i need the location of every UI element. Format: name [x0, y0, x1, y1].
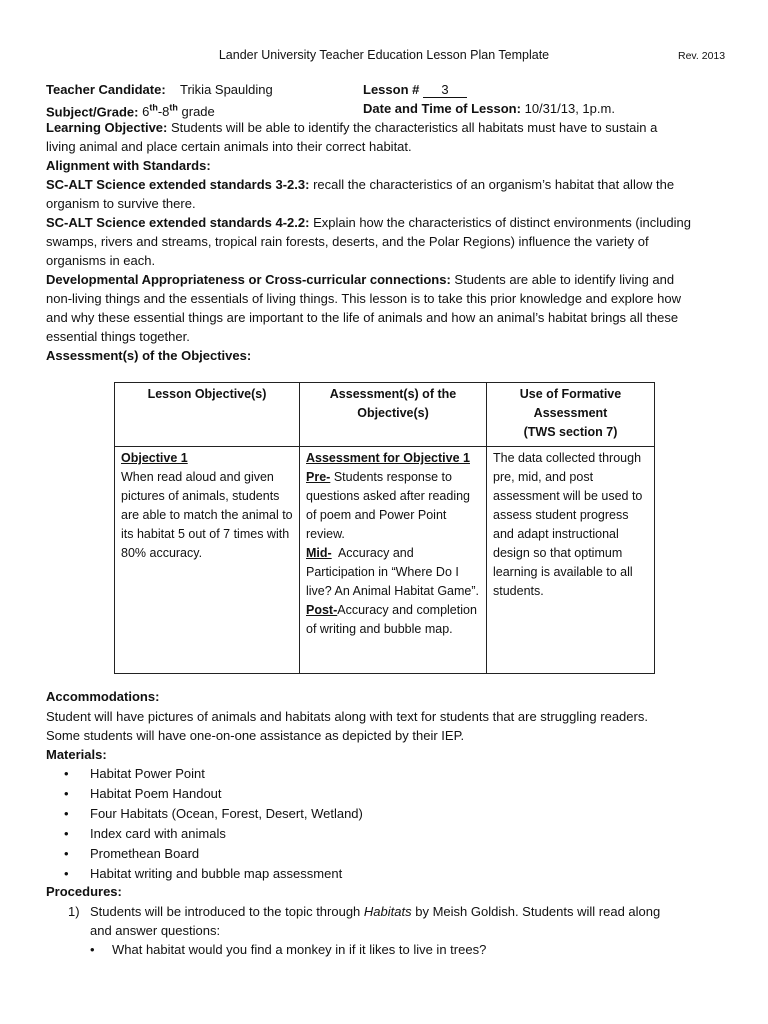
- alignment-heading: Alignment with Standards:: [46, 158, 211, 173]
- formative-cell: The data collected through pre, mid, and post assessment will be used to assess student progress and adapt instructional design so that optimum learning is available to all students.: [487, 447, 655, 674]
- list-item: • Promethean Board: [64, 844, 363, 864]
- post-assessment: Post-Accuracy and completion of writing and bubble map.: [306, 603, 477, 636]
- learning-objective-label: Learning Objective:: [46, 120, 168, 135]
- pre-assessment: Pre- Students response to questions asked after reading of poem and Power Point review.: [306, 470, 470, 541]
- standard-2-cont2: organisms in each.: [46, 253, 156, 268]
- lesson-label: Lesson #: [363, 82, 420, 97]
- date-group: [363, 99, 615, 118]
- accommodations-text-1: Student will have pictures of animals and habitats along with text for students that are struggling readers.: [46, 709, 648, 724]
- assessment-title: Assessment for Objective 1: [306, 451, 470, 465]
- header-assessments: Assessment(s) of the Objective(s): [300, 383, 487, 447]
- list-item: • Index card with animals: [64, 824, 363, 844]
- table-row: [115, 447, 655, 674]
- date-value: 10/31/13, 1p.m.: [524, 101, 615, 116]
- developmental-text-3: and why these essential things are important to the life of animals and how an animal’s habitat brings all these: [46, 310, 679, 325]
- lesson-plan-page: Lander University Teacher Education Lesson Plan Template Rev. 2013 Teacher Candidate: Trikia Spaulding Lesson # 3 Subject/Grade: 6th-8th grade Date and Time of Lesson: 10/31/13, 1p.m. Learning Objective: Students will be able to identify the characteristics all habitats must have to sustain a living animal and place certain animals into their correct habitat. Alignment with Standards: SC-ALT Science extended standards 3-2.3: recall the characteristics of an organism’s habitat that allow the organism to survive there. SC-ALT Science extended standards 4-2.2: Explain how the characteristics of distinct environments (including swamps, rivers and streams, tropical rain forests, deserts, and the Polar Regions) influence the variety of organisms in each. Developmental Appropriateness or Cross-curricular connections: Students are able to identify living and non-living things and the essentials of living things. This lesson is to take this prior knowledge and explore how and why these essential things are important to the life of animals and how an animal’s habitat brings all these essential things together. Assessment(s) of the Objectives: Lesson Objective(s) Assessment(s) of the Objective(s) Use of Formative Assessment (TWS section 7) Objective 1 When read aloud and given pictures of animals, students are able to match the animal to its habitat 5 out of 7 times with 80% accuracy. Assessment for Objective 1 Pre- Students response to questions asked after reading of poem and Power Point review. Mid- Accuracy and Participation in “Where Do I live? An Animal Habitat Game”. Post-Accuracy and completion of writing and bubble map. The data collected through pre, mid, and post assessment will be used to assess student progress and adapt instructional design so that optimum learning is available to all students. Accommodations: Student will have pictures of animals and habitats along with text for students that are struggling readers. Some students will have one-on-one assistance as depicted by their IEP. Materials: • Habitat Power Point • Habitat Poem Handout • Four Habitats (Ocean, Forest, Desert, Wetland) • Index card with animals • Promethean Board • Habitat writing and bubble map assessment Procedures: 1) Students will be introduced to the topic through Habitats by Meish Goldish. Students will read along and answer questions: • What habitat would you find a monkey in if it likes to live in trees?: [0, 0, 768, 1024]
- teacher-line: [46, 80, 736, 99]
- objectives-table: [114, 382, 655, 674]
- materials-list: [64, 764, 363, 884]
- header-formative: Use of Formative Assessment (TWS section 7): [487, 383, 655, 447]
- document-title: Lander University Teacher Education Lesson Plan Template: [218, 48, 550, 62]
- accommodations-text-2: Some students will have one-on-one assistance as depicted by their IEP.: [46, 728, 465, 743]
- standard-1-cont: organism to survive there.: [46, 196, 196, 211]
- learning-objective-text: living animal and place certain animals into their correct habitat.: [46, 139, 412, 154]
- revision-label: Rev. 2013: [678, 50, 726, 62]
- standard-2: SC-ALT Science extended standards 4-2.2: Explain how the characteristics of distinct environments (including: [46, 215, 691, 230]
- developmental-text-2: non-living things and the essentials of living things. This lesson is to take this prior knowledge and explore how: [46, 291, 681, 306]
- lesson-number: 3: [423, 82, 467, 98]
- procedures-heading: Procedures:: [46, 884, 122, 899]
- grade-value: 6th-8th grade: [142, 103, 215, 120]
- lesson-number-group: [363, 80, 467, 99]
- header-lesson-objectives: Lesson Objective(s): [115, 383, 300, 447]
- objective-text: When read aloud and given pictures of animals, students are able to match the animal to its habitat 5 out of 7 times with 80% accuracy.: [121, 470, 293, 560]
- developmental-heading: Developmental Appropriateness or Cross-curricular connections: Students are able to identify living and: [46, 272, 675, 287]
- learning-objective: Learning Objective: Students will be able to identify the characteristics all habitats must have to sustain a: [46, 120, 658, 135]
- list-item: • Habitat Poem Handout: [64, 784, 363, 804]
- subject-label: Subject/Grade:: [46, 104, 139, 120]
- teacher-label: Teacher Candidate:: [46, 82, 166, 97]
- assessment-heading: Assessment(s) of the Objectives:: [46, 348, 252, 363]
- list-item: • Habitat writing and bubble map assessment: [64, 864, 363, 884]
- mid-assessment: Mid- Accuracy and Participation in “Where Do I live? An Animal Habitat Game”.: [306, 546, 479, 598]
- objective-title: Objective 1: [121, 451, 188, 465]
- table-header-row: [115, 383, 655, 447]
- objective-cell: [115, 447, 300, 674]
- standard-1: SC-ALT Science extended standards 3-2.3: recall the characteristics of an organism’s habitat that allow the: [46, 177, 675, 192]
- date-label: Date and Time of Lesson:: [363, 101, 521, 116]
- accommodations-heading: Accommodations:: [46, 689, 160, 704]
- assessment-cell: [300, 447, 487, 674]
- teacher-name: Trikia Spaulding: [180, 82, 273, 97]
- list-item: • Habitat Power Point: [64, 764, 363, 784]
- standard-2-cont: swamps, rivers and streams, tropical rain forests, deserts, and the Polar Regions) influence the variety of: [46, 234, 649, 249]
- developmental-text-4: essential things together.: [46, 329, 190, 344]
- materials-heading: Materials:: [46, 747, 107, 762]
- list-item: • Four Habitats (Ocean, Forest, Desert, Wetland): [64, 804, 363, 824]
